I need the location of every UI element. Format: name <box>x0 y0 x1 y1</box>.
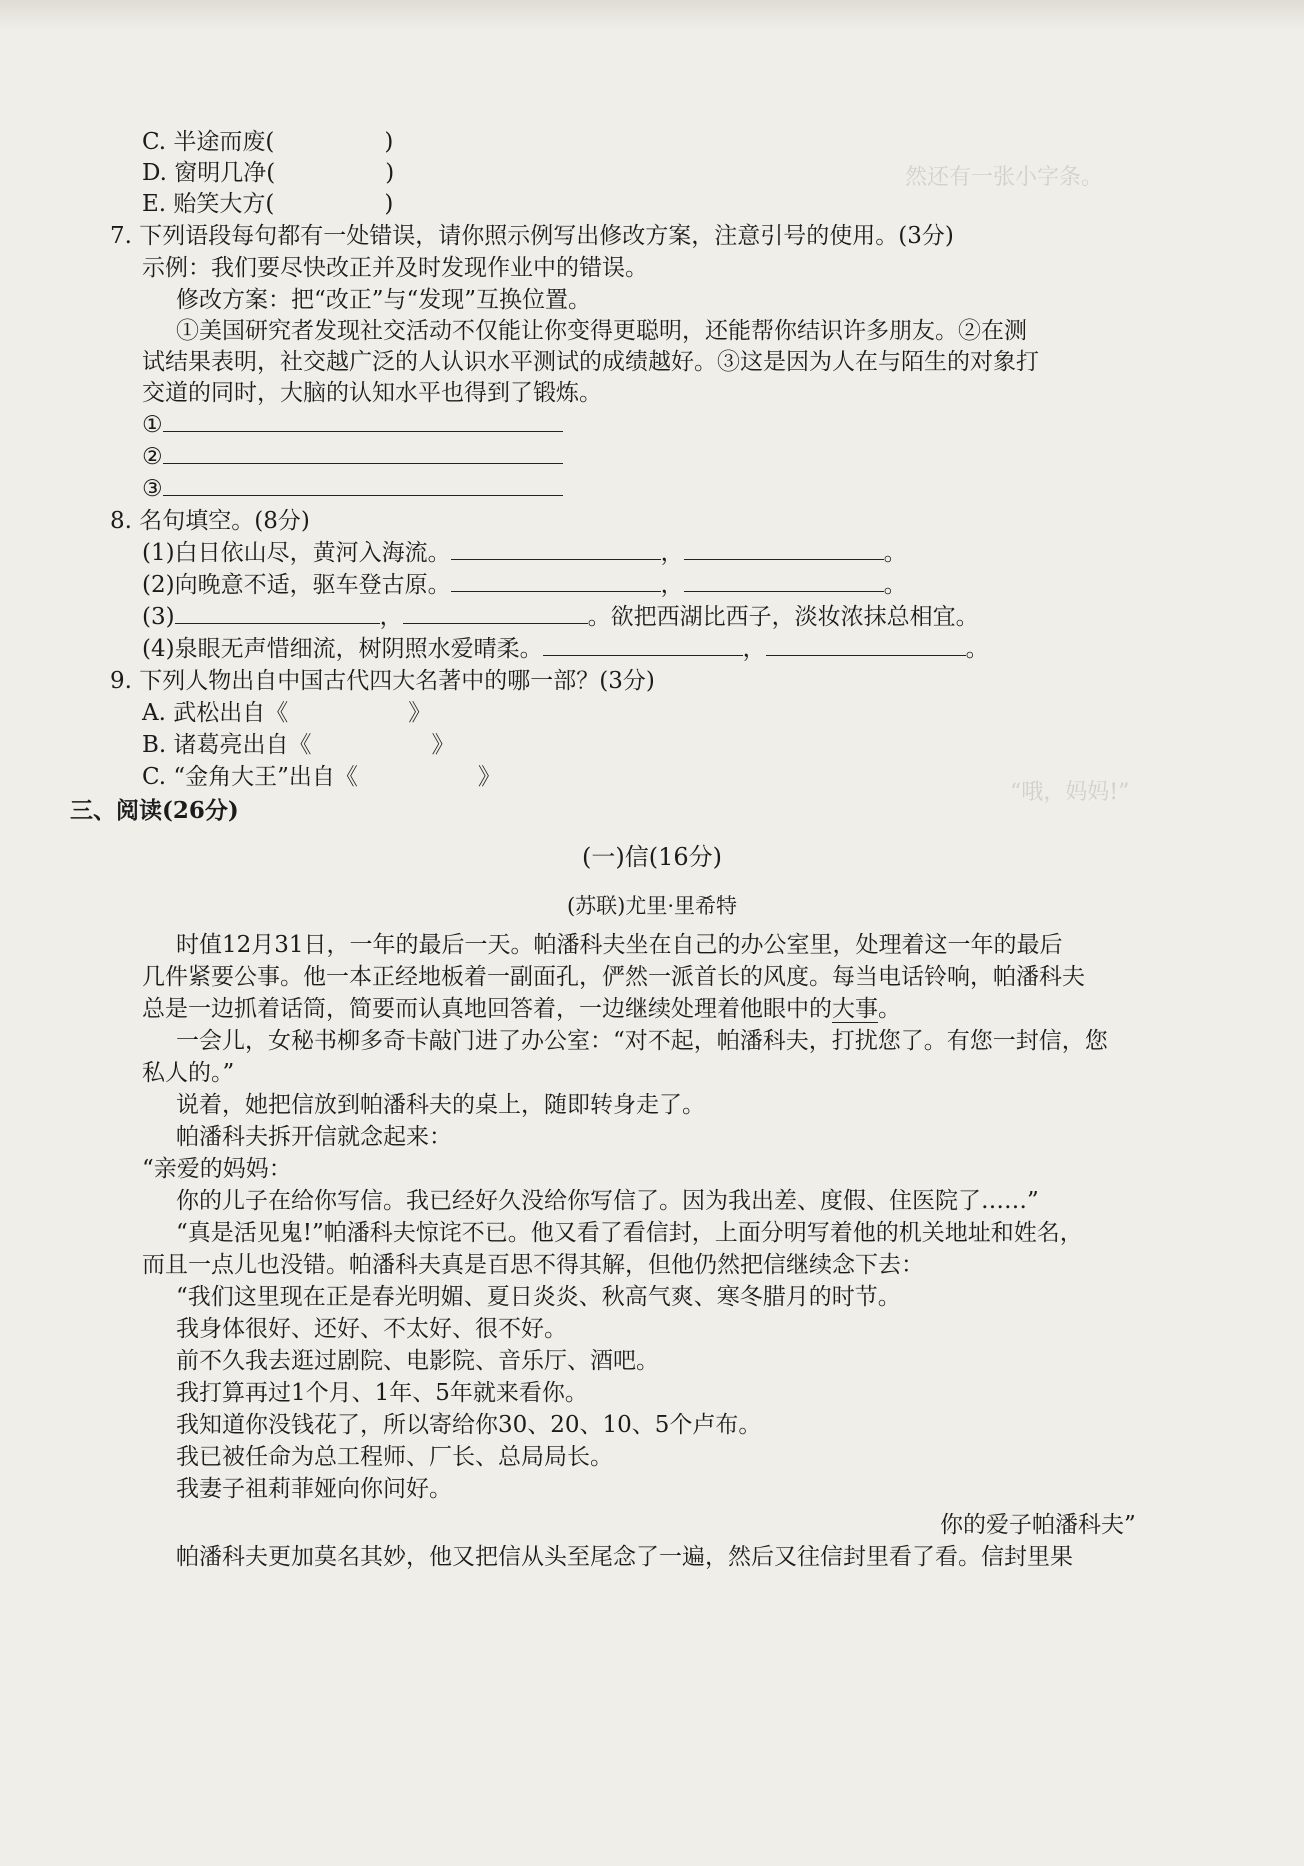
passage-line: 私人的。” <box>142 1060 235 1086</box>
passage-line: 我知道你没钱花了，所以寄给你30、20、10、5个卢布。 <box>176 1412 762 1438</box>
q7-answer-2[interactable]: ② <box>142 442 563 472</box>
q8-item-2[interactable]: (2)向晚意不适，驱车登古原。 ， 。 <box>142 572 907 598</box>
passage-line: 而且一点儿也没错。帕潘科夫真是百思不得其解，但他仍然把信继续念下去： <box>142 1252 924 1278</box>
q8-item-1[interactable]: (1)白日依山尽，黄河入海流。 ， 。 <box>142 540 907 566</box>
passage-line: “我们这里现在正是春光明媚、夏日炎炎、秋高气爽、寒冬腊月的时节。 <box>176 1284 901 1310</box>
q7-title: 7. 下列语段每句都有一处错误，请你照示例写出修改方案，注意引号的使用。(3分) <box>110 223 954 249</box>
q9-b[interactable]: B. 诸葛亮出自《 》 <box>142 732 455 758</box>
passage-line: 一会儿，女秘书柳多奇卡敲门进了办公室：“对不起，帕潘科夫，打扰您了。有您一封信，您 <box>176 1028 1108 1054</box>
letter-signature: 你的爱子帕潘科夫” <box>940 1512 1136 1538</box>
bleed-through: “哦，妈妈!” <box>1010 780 1130 805</box>
q8-item-3[interactable]: (3) ， 。欲把西湖比西子，淡妆浓抹总相宜。 <box>142 604 979 630</box>
passage-line: 我打算再过1个月、1年、5年就来看你。 <box>176 1380 588 1406</box>
passage-line: 我已被任命为总工程师、厂长、总局局长。 <box>176 1444 613 1470</box>
q8-title: 8. 名句填空。(8分) <box>110 508 310 534</box>
q6-option-d: D. 窗明几净( ) <box>142 160 395 186</box>
q7-example-fix: 修改方案：把“改正”与“发现”互换位置。 <box>176 287 592 313</box>
q7-passage-line: 交道的同时，大脑的认知水平也得到了锻炼。 <box>142 380 602 406</box>
passage-line: 帕潘科夫更加莫名其妙，他又把信从头至尾念了一遍，然后又往信封里看了看。信封里果 <box>176 1544 1073 1570</box>
passage-line: 总是一边抓着话筒，简要而认真地回答着，一边继续处理着他眼中的大事。 <box>142 996 901 1022</box>
underlined-word: 大事 <box>832 996 878 1022</box>
section-heading: 三、阅读(26分) <box>70 797 239 824</box>
q7-passage-line: 试结果表明，社交越广泛的人认识水平测试的成绩越好。③这是因为人在与陌生的对象打 <box>142 349 1039 375</box>
q9-a[interactable]: A. 武松出自《 》 <box>142 700 432 726</box>
passage-line: 你的儿子在给你写信。我已经好久没给你写信了。因为我出差、度假、住医院了……” <box>176 1188 1039 1214</box>
passage-line: 帕潘科夫拆开信就念起来： <box>176 1124 452 1150</box>
passage-line: “亲爱的妈妈： <box>142 1156 292 1182</box>
q9-title: 9. 下列人物出自中国古代四大名著中的哪一部？(3分) <box>110 668 655 694</box>
reading-author: (苏联)尤里·里希特 <box>566 894 738 918</box>
q7-answer-1[interactable]: ① <box>142 410 563 440</box>
passage-line: 我身体很好、还好、不太好、很不好。 <box>176 1316 567 1342</box>
reading-title: (一)信(16分) <box>582 843 722 871</box>
q8-item-4[interactable]: (4)泉眼无声惜细流，树阴照水爱晴柔。 ， 。 <box>142 636 989 662</box>
passage-line: 说着，她把信放到帕潘科夫的桌上，随即转身走了。 <box>176 1092 705 1118</box>
q6-option-e: E. 贻笑大方( ) <box>142 191 394 217</box>
q7-passage-line: ①美国研究者发现社交活动不仅能让你变得更聪明，还能帮你结识许多朋友。②在测 <box>176 318 1027 344</box>
passage-line: “真是活见鬼!”帕潘科夫惊诧不已。他又看了看信封，上面分明写着他的机关地址和姓名， <box>176 1220 1083 1246</box>
q7-answer-3[interactable]: ③ <box>142 474 563 504</box>
bleed-through: 然还有一张小字条。 <box>905 165 1104 190</box>
passage-line: 时值12月31日，一年的最后一天。帕潘科夫坐在自己的办公室里，处理着这一年的最后 <box>176 932 1063 958</box>
passage-line: 我妻子祖莉菲娅向你问好。 <box>176 1476 452 1502</box>
q6-option-c: C. 半途而废( ) <box>142 129 394 155</box>
passage-line: 几件紧要公事。他一本正经地板着一副面孔，俨然一派首长的风度。每当电话铃响，帕潘科夫 <box>142 964 1085 990</box>
q7-example: 示例：我们要尽快改正并及时发现作业中的错误。 <box>142 255 648 281</box>
q9-c[interactable]: C. “金角大王”出自《 》 <box>142 764 501 790</box>
scan-top-edge <box>0 0 1304 30</box>
passage-line: 前不久我去逛过剧院、电影院、音乐厅、酒吧。 <box>176 1348 659 1374</box>
